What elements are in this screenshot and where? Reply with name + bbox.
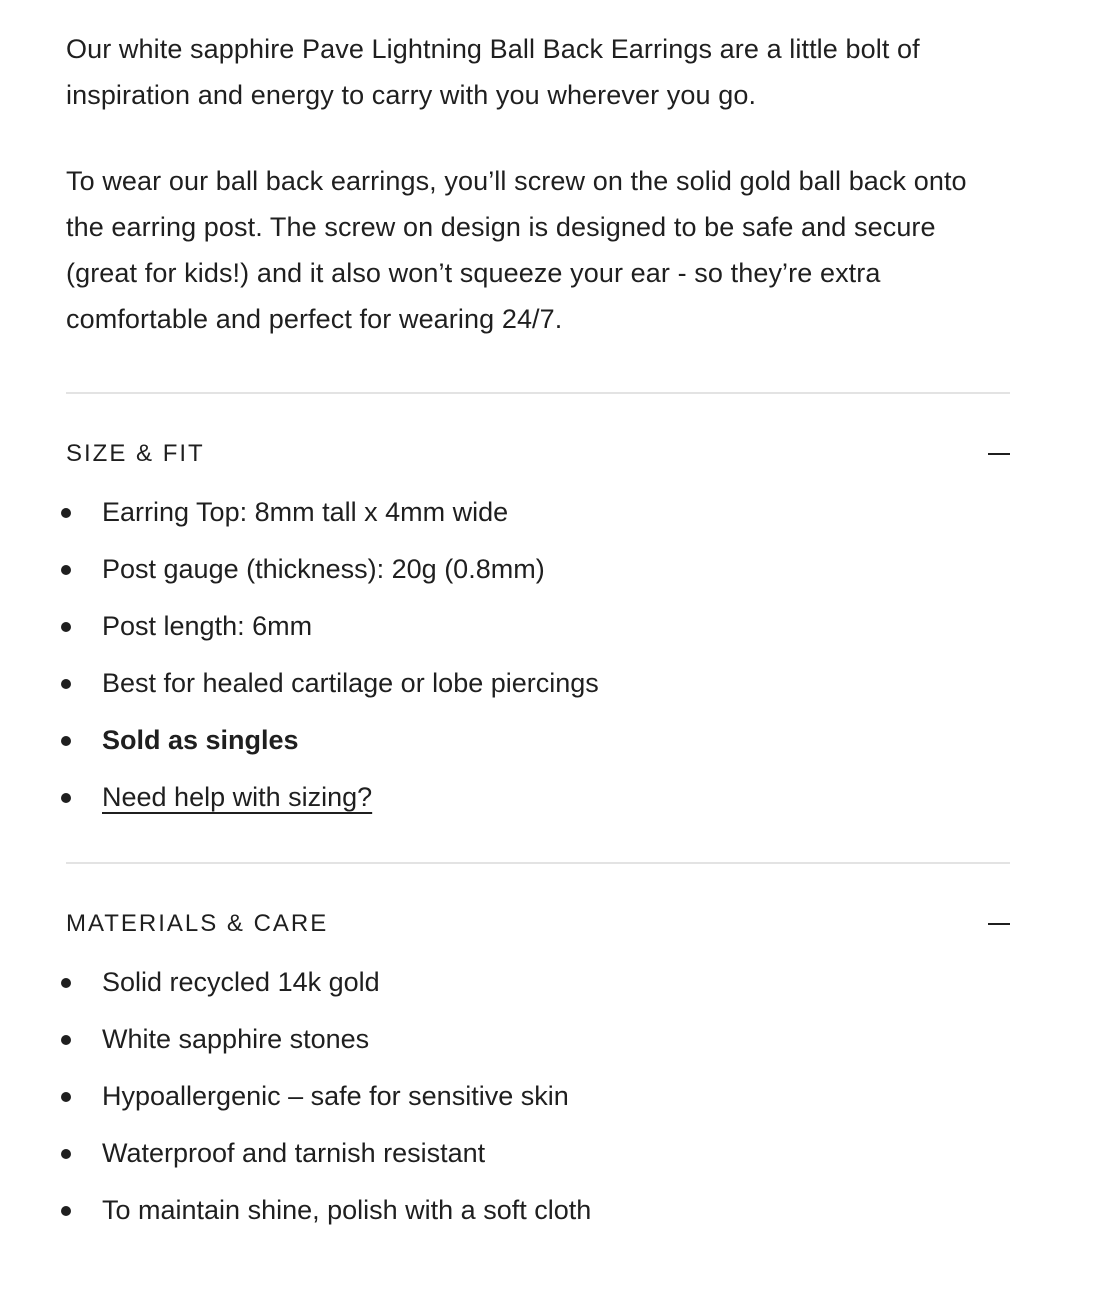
sold-as-singles-text: Sold as singles: [102, 725, 299, 755]
size-fit-title: SIZE & FIT: [66, 440, 205, 467]
minus-icon[interactable]: [988, 453, 1010, 455]
size-fit-list: [66, 484, 1010, 826]
list-item-text: To maintain shine, polish with a soft cloth: [102, 1195, 592, 1225]
bullet-icon: [61, 793, 71, 803]
list-item-text: Post length: 6mm: [102, 611, 313, 641]
bullet-icon: [61, 565, 71, 575]
description-paragraph-2: To wear our ball back earrings, you’ll screw on the solid gold ball back onto the earring post. The screw on design is designed to be safe and secure (great for kids!) and it also won’t squeeze your ear - so they’re extra comfortable and perfect for wearing 24/7.: [66, 166, 967, 334]
bullet-icon: [61, 1092, 71, 1102]
description-paragraph-1: Our white sapphire Pave Lightning Ball Back Earrings are a little bolt of inspiration and energy to carry with you wherever you go.: [66, 34, 920, 110]
list-item-text: Earring Top: 8mm tall x 4mm wide: [102, 497, 509, 527]
list-item: [66, 484, 1010, 541]
list-item-text: White sapphire stones: [102, 1024, 370, 1054]
materials-care-list: [66, 954, 1010, 1239]
list-item-text: Best for healed cartilage or lobe piercings: [102, 668, 599, 698]
bullet-icon: [61, 1035, 71, 1045]
list-item: [66, 541, 1010, 598]
list-item: [66, 1011, 1010, 1068]
bullet-icon: [61, 508, 71, 518]
list-item: [66, 1125, 1010, 1182]
bullet-icon: [61, 1206, 71, 1216]
product-details: [66, 26, 1010, 1239]
list-item: [66, 655, 1010, 712]
list-item-text: Solid recycled 14k gold: [102, 967, 380, 997]
list-item-text: Waterproof and tarnish resistant: [102, 1138, 486, 1168]
bullet-icon: [61, 1149, 71, 1159]
list-item-text: Hypoallergenic – safe for sensitive skin: [102, 1081, 569, 1111]
bullet-icon: [61, 622, 71, 632]
list-item: [66, 954, 1010, 1011]
list-item: [66, 1182, 1010, 1239]
list-item: [66, 1068, 1010, 1125]
minus-icon[interactable]: [988, 923, 1010, 925]
bullet-icon: [61, 679, 71, 689]
materials-care-title: MATERIALS & CARE: [66, 910, 329, 937]
list-item-text: Post gauge (thickness): 20g (0.8mm): [102, 554, 545, 584]
sizing-help-link[interactable]: Need help with sizing?: [102, 782, 373, 812]
list-item: [66, 712, 1010, 769]
list-item: [66, 769, 1010, 826]
bullet-icon: [61, 736, 71, 746]
list-item: [66, 598, 1010, 655]
bullet-icon: [61, 978, 71, 988]
